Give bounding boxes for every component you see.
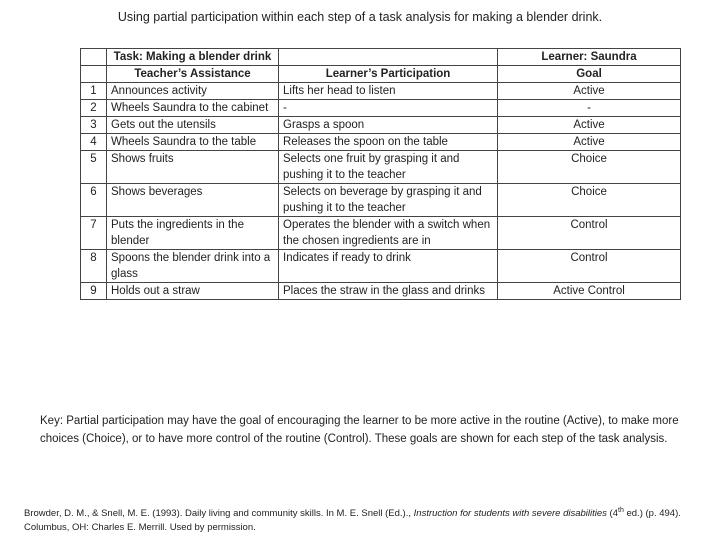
learner-participation-cell: Grasps a spoon [279,117,498,134]
table-row [81,250,681,283]
learner-participation-cell: Lifts her head to listen [279,83,498,100]
key-note: Key: Partial participation may have the goal of encouraging the learner to be more active in the routine (Active), to make more choices (Choice), or to have more control of the routine (Control). These goals are shown for each step of the task analysis. [40,415,679,445]
step-number: 7 [81,217,107,250]
citation-text-1: Browder, D. M., & Snell, M. E. (1993). Daily living and community skills. In M. E. Snell (Ed.)., [24,508,414,520]
header-goal: Goal [498,66,681,83]
citation-book-title: Instruction for students with severe disabilities [413,508,607,520]
teacher-assistance-cell: Shows fruits [107,151,279,184]
table-row [81,83,681,100]
goal-cell: Active [498,83,681,100]
citation-text-3: ed.) (p. 494). Columbus, OH: Charles E. Merrill. Used by permission. [24,508,681,534]
task-analysis-table [80,48,681,300]
table-row [81,151,681,184]
blank-cell [81,66,107,83]
blank-cell [279,49,498,66]
table-row [81,134,681,151]
learner-participation-cell: Operates the blender with a switch when the chosen ingredients are in [279,217,498,250]
table-row [81,117,681,134]
goal-cell: Active [498,134,681,151]
goal-cell: Control [498,217,681,250]
task-header-row [81,49,681,66]
teacher-assistance-cell: Announces activity [107,83,279,100]
citation-superscript: th [618,507,624,514]
citation [24,504,704,535]
step-number: 6 [81,184,107,217]
learner-participation-cell: Selects one fruit by grasping it and pushing it to the teacher [279,151,498,184]
table-row [81,184,681,217]
blank-cell [81,49,107,66]
header-learner-participation: Learner’s Participation [279,66,498,83]
step-number: 2 [81,100,107,117]
column-header-row [81,66,681,83]
learner-label: Learner: Saundra [498,49,681,66]
learner-participation-cell: Releases the spoon on the table [279,134,498,151]
teacher-assistance-cell: Shows beverages [107,184,279,217]
teacher-assistance-cell: Wheels Saundra to the table [107,134,279,151]
teacher-assistance-cell: Spoons the blender drink into a glass [107,250,279,283]
step-number: 8 [81,250,107,283]
document-title: Using partial participation within each step of a task analysis for making a blender drink. [117,10,603,24]
task-label: Task: Making a blender drink [107,49,279,66]
goal-cell: Active Control [498,283,681,300]
step-number: 5 [81,151,107,184]
table-row [81,217,681,250]
citation-text-2: (4 [606,508,618,520]
step-number: 1 [81,83,107,100]
goal-cell: Choice [498,184,681,217]
goal-cell: - [498,100,681,117]
teacher-assistance-cell: Wheels Saundra to the cabinet [107,100,279,117]
step-number: 3 [81,117,107,134]
teacher-assistance-cell: Gets out the utensils [107,117,279,134]
step-number: 9 [81,283,107,300]
table-row [81,100,681,117]
teacher-assistance-cell: Puts the ingredients in the blender [107,217,279,250]
goal-cell: Control [498,250,681,283]
step-number: 4 [81,134,107,151]
learner-participation-cell: Places the straw in the glass and drinks [279,283,498,300]
learner-participation-cell: Selects on beverage by grasping it and pushing it to the teacher [279,184,498,217]
teacher-assistance-cell: Holds out a straw [107,283,279,300]
learner-participation-cell: Indicates if ready to drink [279,250,498,283]
learner-participation-cell: - [279,100,498,117]
header-teacher-assistance: Teacher’s Assistance [107,66,279,83]
goal-cell: Choice [498,151,681,184]
table-row [81,283,681,300]
goal-cell: Active [498,117,681,134]
